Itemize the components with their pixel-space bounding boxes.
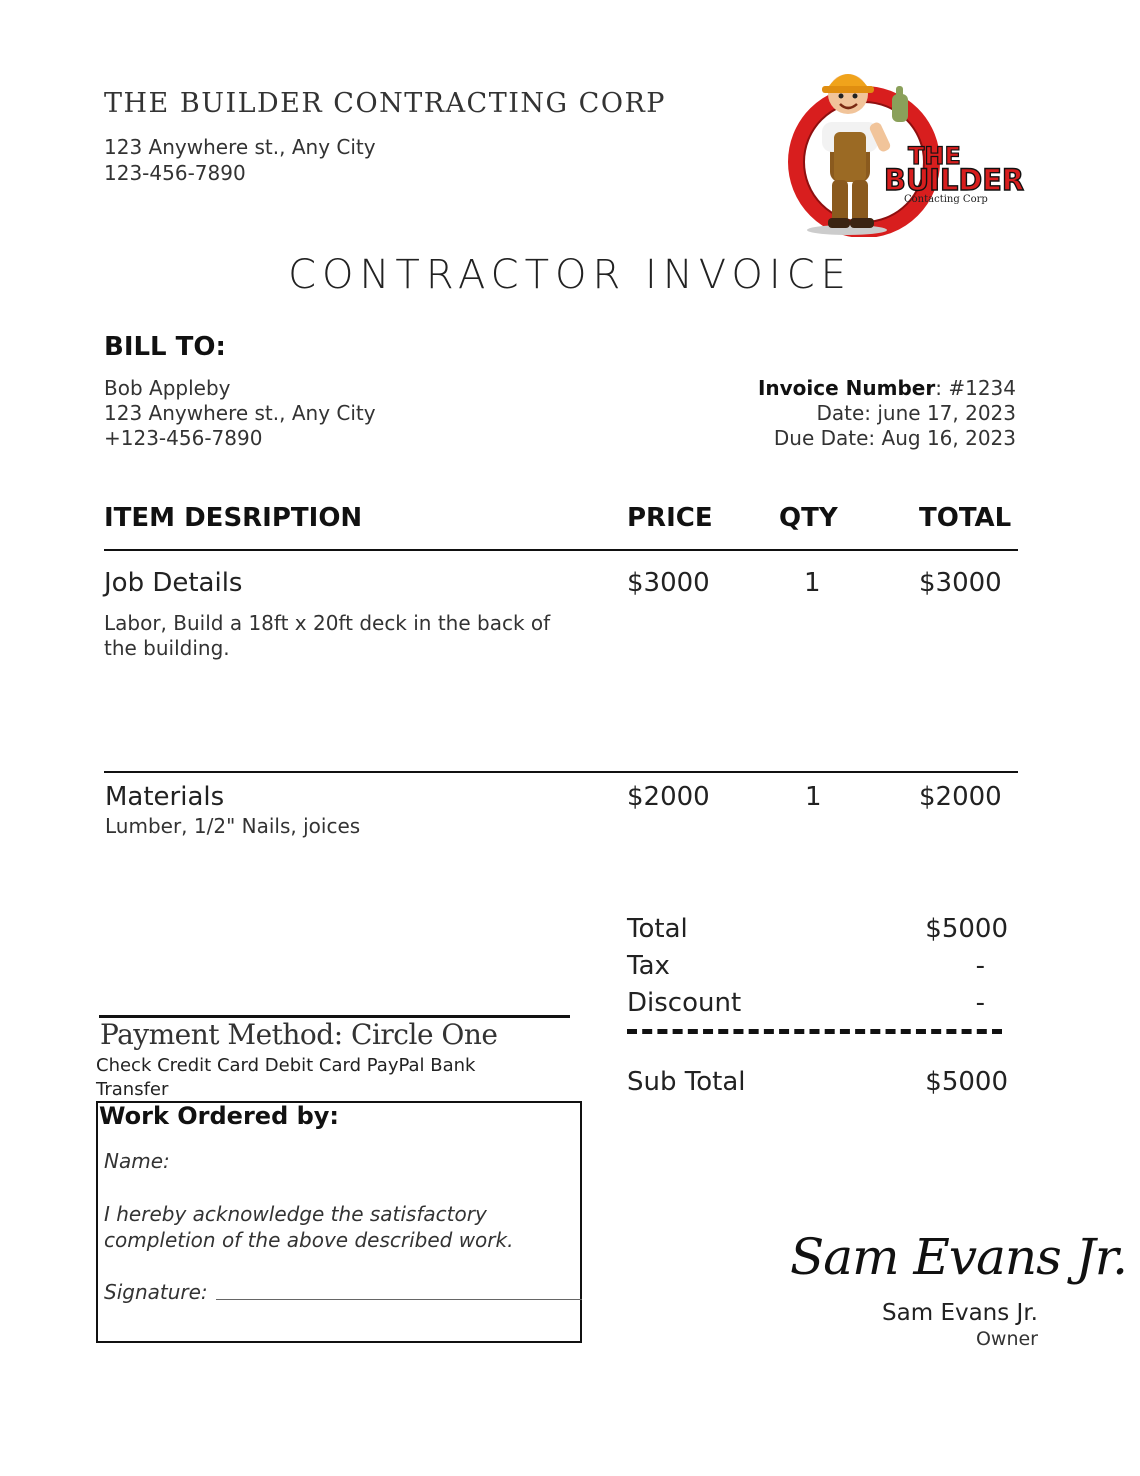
bill-to-name: Bob Appleby (104, 376, 231, 400)
invoice-number (758, 376, 1016, 401)
bill-to-heading: BILL TO: (104, 332, 226, 362)
logo-text-builder: BUILDER (884, 163, 1024, 197)
subtotal-label: Sub Total (627, 1067, 746, 1097)
signature-line[interactable] (216, 1299, 582, 1300)
total-value: $5000 (925, 914, 1008, 944)
item-description: Labor, Build a 18ft x 20ft deck in the back of the building. (104, 611, 551, 660)
invoice-due-date: Due Date: Aug 16, 2023 (773, 426, 1016, 450)
logo-text-tagline: Contacting Corp (904, 194, 988, 205)
item-description: Lumber, 1/2" Nails, joices (105, 814, 361, 838)
item-qty: 1 (805, 782, 822, 812)
bill-to-phone: +123-456-7890 (104, 426, 263, 450)
logo-text-the: THE (908, 142, 961, 170)
invoice-number-label: Invoice Number (757, 376, 936, 400)
owner-signature: Sam Evans Jr. (790, 1228, 1128, 1286)
page-title: CONTRACTOR INVOICE (288, 252, 852, 298)
header-total: TOTAL (919, 503, 1012, 533)
invoice-date: Date: june 17, 2023 (816, 401, 1016, 425)
item-total: $3000 (919, 568, 1002, 598)
owner-name: Sam Evans Jr. (882, 1300, 1038, 1326)
company-address: 123 Anywhere st., Any City (104, 135, 376, 159)
item-price: $2000 (627, 782, 710, 812)
discount-value: - (975, 988, 985, 1018)
header-price: PRICE (627, 503, 713, 533)
payment-options: Check Credit Card Debit Card PayPal Bank Transfer (96, 1055, 476, 1100)
tax-label: Tax (627, 951, 670, 981)
item-price: $3000 (627, 568, 710, 598)
name-label: Name: (104, 1149, 170, 1173)
total-label: Total (627, 914, 688, 944)
item-name: Job Details (104, 568, 243, 598)
subtotal-value: $5000 (925, 1067, 1008, 1097)
signature-label: Signature: (104, 1280, 208, 1304)
discount-label: Discount (627, 988, 742, 1018)
payment-method-title: Payment Method: Circle One (100, 1018, 498, 1051)
company-phone: 123-456-7890 (104, 161, 246, 185)
item-total: $2000 (919, 782, 1002, 812)
item-qty: 1 (804, 568, 821, 598)
company-logo (782, 52, 1032, 237)
header-qty: QTY (779, 503, 838, 533)
company-contact (104, 134, 376, 186)
totals-dashed-divider (627, 1029, 1002, 1034)
tax-value: - (975, 951, 985, 981)
owner-role: Owner (975, 1328, 1038, 1350)
bill-to-block (104, 376, 376, 451)
header-description: ITEM DESRIPTION (104, 503, 363, 533)
company-name: THE BUILDER CONTRACTING CORP (104, 88, 666, 119)
bill-to-address: 123 Anywhere st., Any City (104, 401, 376, 425)
invoice-meta (758, 376, 1016, 451)
acknowledgement-text: I hereby acknowledge the satisfactory completion of the above described work. (104, 1202, 514, 1252)
work-order-heading: Work Ordered by: (99, 1102, 340, 1130)
item-name: Materials (105, 782, 225, 812)
row-divider (104, 771, 1018, 773)
invoice-number-value: : #1234 (935, 376, 1016, 400)
header-divider (104, 549, 1018, 551)
